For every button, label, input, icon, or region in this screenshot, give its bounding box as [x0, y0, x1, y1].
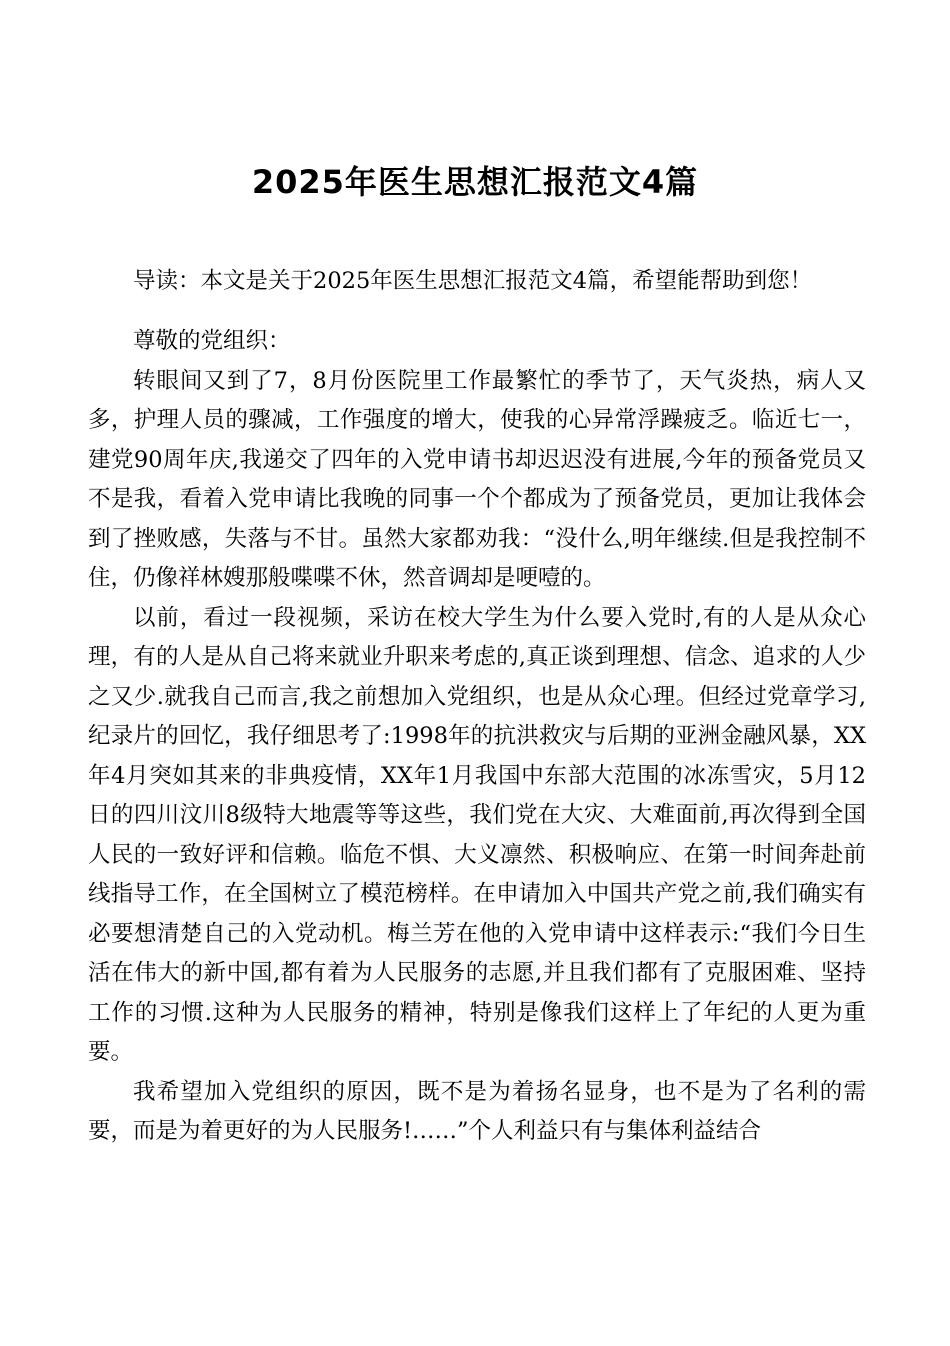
body-paragraph-3: 我希望加入党组织的原因，既不是为着扬名显身，也不是为了名利的需要，而是为着更好的为人民服务!……”个人利益只有与集体利益结合	[88, 1078, 866, 1144]
lead-block	[88, 262, 866, 302]
lead-paragraph: 导读：本文是关于2025年医生思想汇报范文4篇，希望能帮助到您！	[133, 268, 813, 294]
document-body	[88, 322, 866, 1152]
body-paragraph-2: 以前，看过一段视频，采访在校大学生为什么要入党时,有的人是从众心理，有的人是从自己将来就业升职来考虑的,真正谈到理想、信念、追求的人少之又少.就我自己而言,我之前想加入党组织，也是从众心理。但经过党章学习,纪录片的回忆，我仔细思考了:1998年的抗洪救灾与后期的亚洲金融风暴，XX年4月突如其来的非典疫情，XX年1月我国中东部大范围的冰冻雪灾，5月12日的四川汶川8级特大地震等等这些，我们党在大灾、大难面前,再次得到全国人民的一致好评和信赖。临危不惧、大义凛然、积极响应、在第一时间奔赴前线指导工作，在全国树立了模范榜样。在申请加入中国共产党之前,我们确实有必要想清楚自己的入党动机。梅兰芳在他的入党申请中这样表示:“我们今日生活在伟大的新中国,都有着为人民服务的志愿,并且我们都有了克服困难、坚持工作的习惯.这种为人民服务的精神，特别是像我们这样上了年纪的人更为重要。	[88, 604, 866, 1065]
salutation: 尊敬的党组织：	[133, 328, 291, 354]
document-title: 2025年医生思想汇报范文4篇	[251, 163, 699, 201]
body-paragraph-1: 转眼间又到了7，8月份医院里工作最繁忙的季节了，天气炎热，病人又多，护理人员的骤减，工作强度的增大，使我的心异常浮躁疲乏。临近七一，建党90周年庆,我递交了四年的入党申请书却迟迟没有进展,今年的预备党员又不是我，看着入党申请比我晚的同事一个个都成为了预备党员，更加让我体会到了挫败感，失落与不甘。虽然大家都劝我：“没什么,明年继续.但是我控制不住，仍像祥林嫂那般喋喋不休，然音调却是哽噎的。	[88, 367, 866, 591]
